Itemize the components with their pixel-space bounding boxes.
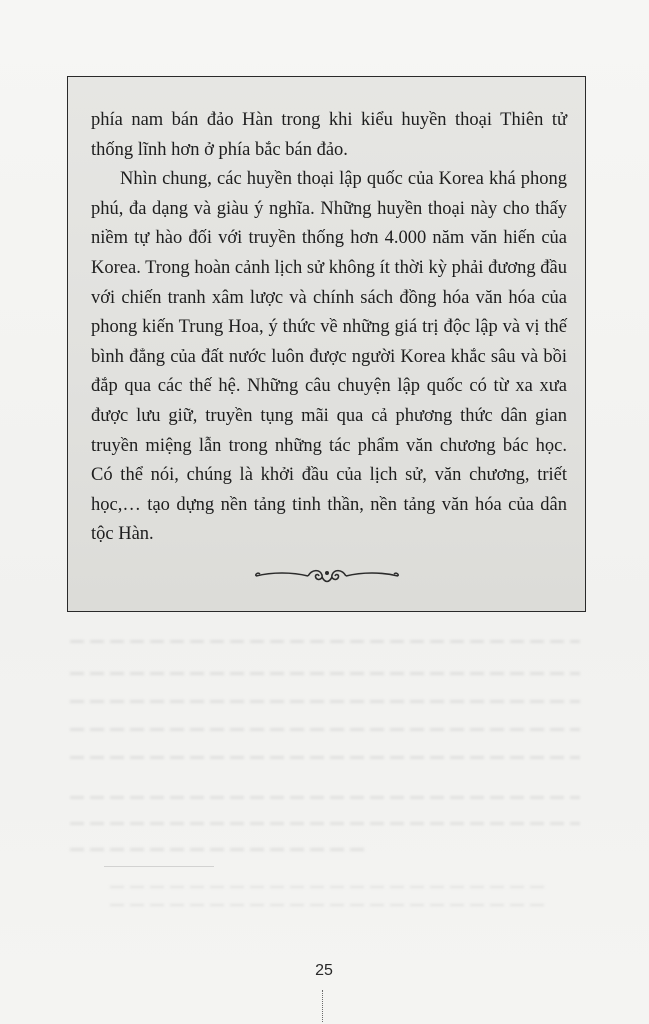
bleed-through-line [70, 756, 580, 759]
text-box [67, 76, 586, 612]
paragraph-2: Nhìn chung, các huyền thoại lập quốc của Korea khá phong phú, đa dạng và giàu ý nghĩa. Những huyền thoại này cho thấy niềm tự hào đối với truyền thống hơn 4.000 năm văn hiến của Korea. Trong hoàn cảnh lịch sử không ít thời kỳ phải đương đầu với chiến tranh xâm lược và chính sách đồng hóa văn hóa của phong kiến Trung Hoa, ý thức về những giá trị độc lập và vị thế bình đẳng của đất nước luôn được người Korea khắc sâu và bồi đắp qua các thế hệ. Những câu chuyện lập quốc có từ xa xưa được lưu giữ, truyền tụng mãi qua cả phương thức dân gian truyền miệng lẫn trong những tác phẩm văn chương bác học. Có thể nói, chúng là khởi đầu của lịch sử, văn chương, triết học,… tạo dựng nền tảng tinh thần, nền tảng văn hóa của dân tộc Hàn. [91, 169, 567, 545]
bleed-through-line [70, 796, 580, 799]
bleed-through-line [70, 700, 580, 703]
page-number: 25 [315, 962, 333, 979]
bleed-through-line [110, 904, 550, 906]
paragraph-1: phía nam bán đảo Hàn trong khi kiểu huyền thoại Thiên tử thống lĩnh hơn ở phía bắc bán đảo. [91, 110, 567, 160]
bleed-through-line [70, 728, 580, 731]
flourish-ornament-icon [252, 563, 402, 587]
box-body [91, 106, 567, 550]
dotted-guide-line [322, 990, 323, 1022]
footnote-rule [104, 866, 214, 867]
bleed-through-line [70, 640, 580, 643]
bleed-through-line [110, 886, 550, 888]
bleed-through-line [70, 672, 580, 675]
bleed-through-line [70, 822, 580, 825]
bleed-through-line [70, 848, 370, 851]
